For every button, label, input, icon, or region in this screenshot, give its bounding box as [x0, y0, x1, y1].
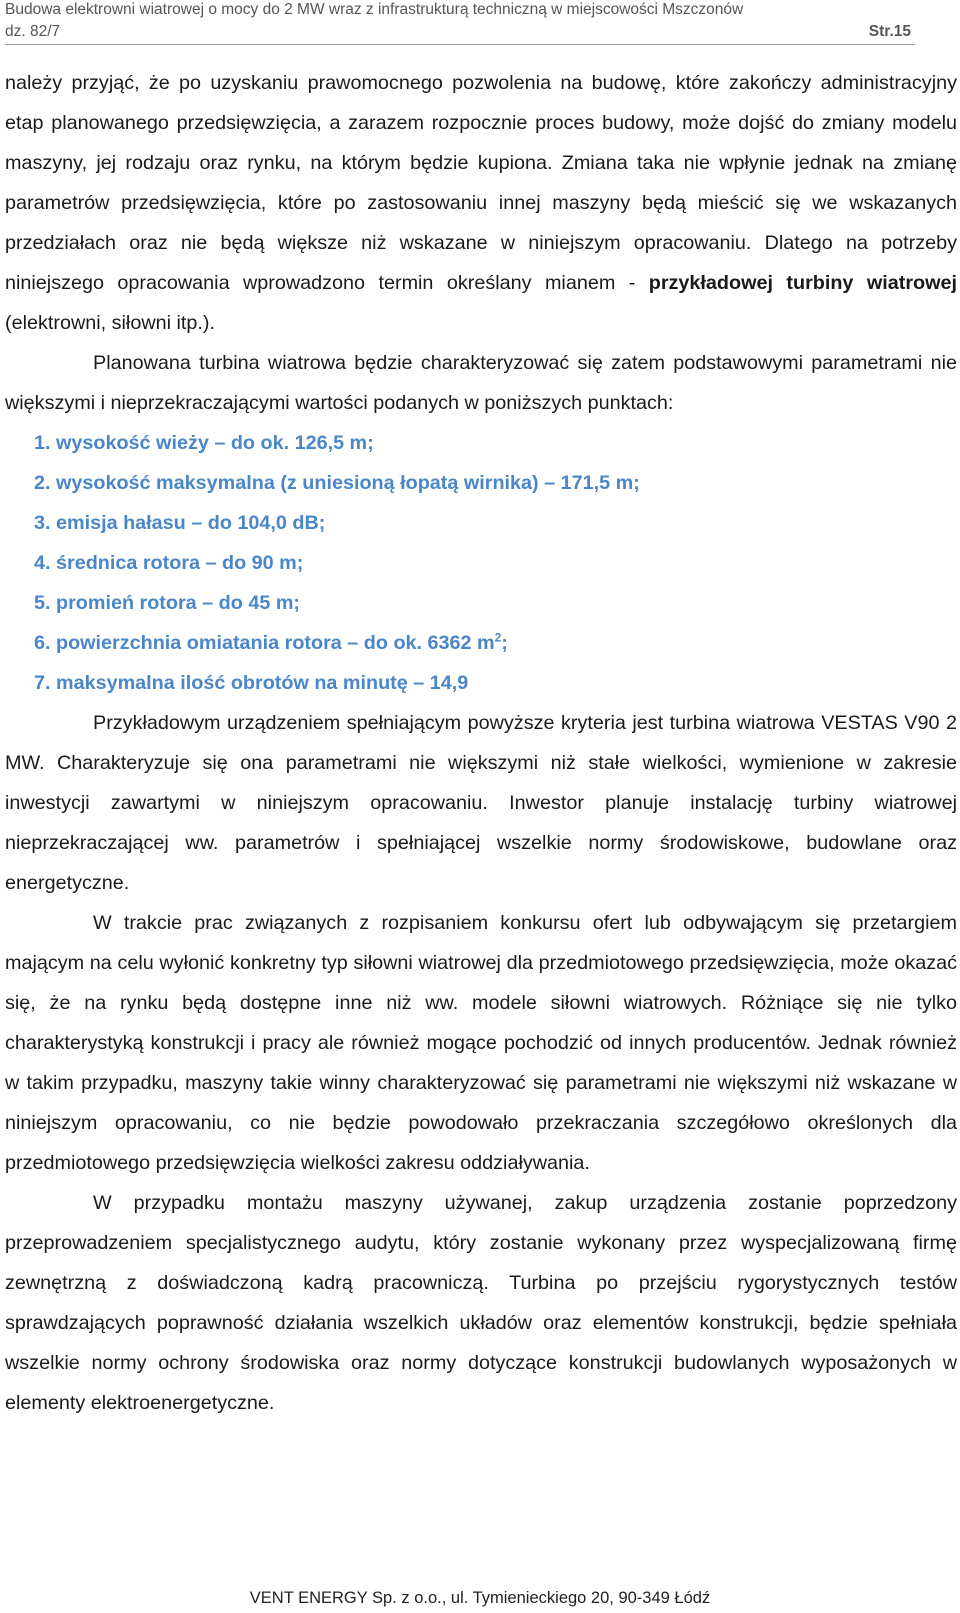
paragraph-1-text: należy przyjąć, że po uzyskaniu prawomocnego pozwolenia na budowę, które zakończy administracyjny etap planowanego przedsięwzięcia, a zarazem rozpocznie proces budowy, może dojść do zmiany modelu maszyny, jej rodzaju oraz rynku, na którym będzie kupiona. Zmiana taka nie wpłynie jednak na zmianę parametrów przedsięwzięcia, które po zastosowaniu innej maszyny będą mieścić się we wskazanych przedziałach oraz nie będą większe niż wskazane w niniejszym opracowaniu. Dlatego na potrzeby niniejszego opracowania wprowadzono termin określany mianem -	[5, 72, 957, 294]
document-body	[5, 63, 957, 1423]
paragraph-2: Planowana turbina wiatrowa będzie charakteryzować się zatem podstawowymi parametrami nie większymi i nieprzekraczającymi wartości podanych w poniższych punktach:	[5, 352, 957, 414]
parameter-list	[5, 423, 957, 703]
list-item: 4. średnica rotora – do 90 m;	[34, 552, 304, 574]
document-title: Budowa elektrowni wiatrowej o mocy do 2 MW wraz z infrastrukturą techniczną w miejscowości Mszczonów	[5, 1, 744, 18]
list-item: 3. emisja hałasu – do 104,0 dB;	[34, 512, 326, 534]
list-item: 7. maksymalna ilość obrotów na minutę – 14,9	[34, 672, 469, 694]
page-footer: VENT ENERGY Sp. z o.o., ul. Tymienieckiego 20, 90-349 Łódź	[249, 1589, 711, 1607]
list-item: 6. powierzchnia omiatania rotora – do ok. 6362 $m^2$;	[34, 630, 508, 654]
paragraph-4: W trakcie prac związanych z rozpisaniem konkursu ofert lub odbywającym się przetargiem mającym na celu wyłonić konkretny typ siłowni wiatrowej dla przedmiotowego przedsięwzięcia, może okazać się, że na rynku będą dostępne inne niż ww. modele siłowni wiatrowych. Różniące się nie tylko charakterystyką konstrukcji i pracy ale również mogące pochodzić od innych producentów. Jednak również w takim przypadku, maszyny takie winny charakteryzować się parametrami nie większymi niż wskazane w niniejszym opracowaniu, co nie będzie powodowało przekraczania szczegółowo określonych dla przedmiotowego przedsięwzięcia wielkości zakresu oddziaływania.	[5, 912, 957, 1174]
paragraph-1-bold-term: przykładowej turbiny wiatrowej	[648, 272, 957, 294]
header-divider	[5, 44, 915, 45]
parcel-number: dz. 82/7	[5, 23, 61, 40]
list-item: 2. wysokość maksymalna (z uniesioną łopatą wirnika) – 171,5 m;	[34, 472, 640, 494]
paragraph-1	[5, 63, 957, 343]
page-number: Str.15	[868, 23, 911, 40]
paragraph-3: Przykładowym urządzeniem spełniającym powyższe kryteria jest turbina wiatrowa VESTAS V90 2 MW. Charakteryzuje się ona parametrami nie większymi niż stałe wielkości, wymienione w zakresie inwestycji zawartymi w niniejszym opracowaniu. Inwestor planuje instalację turbiny wiatrowej nieprzekraczającej ww. parametrów i spełniającej wszelkie normy środowiskowe, budowlane oraz energetyczne.	[5, 712, 957, 894]
page-header	[5, 0, 955, 41]
paragraph-5: W przypadku montażu maszyny używanej, zakup urządzenia zostanie poprzedzony przeprowadzeniem specjalistycznego audytu, który zostanie wykonany przez wyspecjalizowaną firmę zewnętrzną z doświadczoną kadrą pracowniczą. Turbina po przejściu rygorystycznych testów sprawdzających poprawność działania wszelkich układów oraz elementów konstrukcji, będzie spełniała wszelkie normy ochrony środowiska oraz normy dotyczące konstrukcji budowlanych wyposażonych w elementy elektroenergetyczne.	[5, 1192, 957, 1414]
paragraph-1-end: (elektrowni, siłowni itp.).	[5, 312, 215, 334]
list-item: 1. wysokość wieży – do ok. 126,5 m;	[34, 432, 374, 454]
list-item: 5. promień rotora – do 45 m;	[34, 592, 301, 614]
header-row	[5, 19, 955, 41]
